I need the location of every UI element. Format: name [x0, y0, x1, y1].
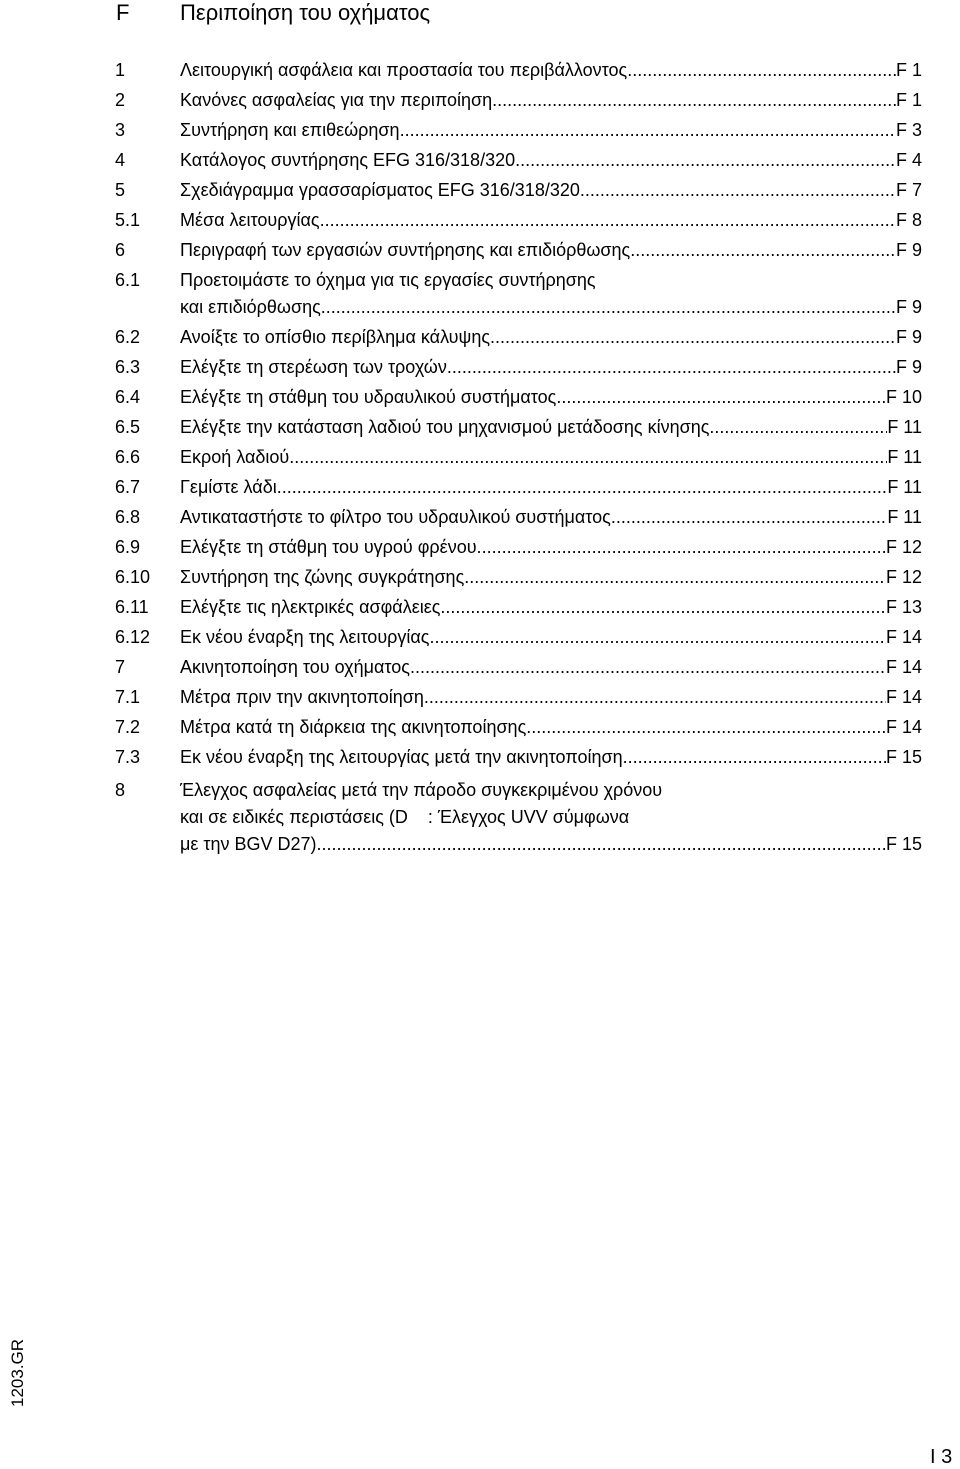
toc-entry-page: F 11 [887, 477, 922, 497]
toc-leader-dots [630, 238, 896, 262]
toc-entry-title: Μέτρα κατά τη διάρκεια της ακινητοποίησης [180, 717, 527, 737]
toc-entry [0, 475, 960, 499]
toc-leader-dots [447, 355, 896, 379]
toc-entry-number: 6.7 [115, 477, 141, 497]
toc-entry-page: F 9 [895, 240, 922, 260]
toc-entry-page: F 14 [885, 717, 922, 737]
toc-entry [0, 685, 960, 709]
toc-entry-number: 6.8 [115, 507, 141, 527]
toc-entry-page: F 13 [885, 597, 922, 617]
toc-entry [0, 625, 960, 649]
toc-entry-title: Ελέγξτε τη στάθμη του υγρού φρένου. [180, 537, 482, 557]
toc-leader-dots [289, 445, 887, 469]
toc-entry-title: Εκ νέου έναρξη της λειτουργίας [180, 627, 430, 647]
toc-entry-number: 7 [115, 657, 126, 677]
toc-entry [0, 385, 960, 409]
toc-entry-title: Σχεδιάγραμμα γρασσαρίσματος EFG 316/318/320 [180, 180, 580, 200]
toc-leader-dots [627, 58, 896, 82]
toc-entry-title: Ελέγξτε την κατάσταση λαδιού του μηχανισμού μετάδοσης κίνησης [180, 417, 710, 437]
toc-entry [0, 295, 960, 319]
toc-entry-title: Γεμίστε λάδι [180, 477, 277, 497]
toc-entry-page: F 9 [895, 357, 922, 377]
toc-entry-page: F 14 [885, 657, 922, 677]
toc-leader-dots [611, 505, 887, 529]
toc-entry-title: Ανοίξτε το οπίσθιο περίβλημα κάλυψης [180, 327, 490, 347]
toc-entry-page: F 14 [885, 687, 922, 707]
toc-entry-number: 1 [115, 60, 126, 80]
toc-entry-page: F 7 [895, 180, 922, 200]
toc-entry [0, 595, 960, 619]
toc-entry [0, 505, 960, 529]
toc-leader-dots [490, 325, 896, 349]
toc-entry-second-line [0, 805, 960, 829]
toc-entry-number: 6.10 [115, 567, 151, 587]
toc-entry-page: F 15 [885, 747, 922, 767]
toc-entry [0, 355, 960, 379]
toc-entry-first-line [0, 268, 960, 292]
toc-entry-title: Ακινητοποίηση του οχήματος [180, 657, 410, 677]
toc-leader-dots [709, 415, 887, 439]
toc-entry-page: F 1 [895, 60, 922, 80]
toc-entry-page: F 4 [895, 150, 922, 170]
toc-entry-page: F 15 [885, 834, 922, 854]
toc-entry-page: F 9 [895, 327, 922, 347]
toc-leader-dots [320, 208, 896, 232]
toc-leader-dots [526, 715, 886, 739]
toc-entry [0, 535, 960, 559]
toc-entry-page: F 1 [895, 90, 922, 110]
toc-entry-title: με την BGV D27) [180, 834, 317, 854]
toc-entry-page: F 12 [885, 567, 922, 587]
toc-entry [0, 832, 960, 856]
toc-leader-dots [410, 655, 886, 679]
toc-entry-first-line [0, 778, 960, 802]
toc-entry-number: 7.3 [115, 747, 141, 767]
toc-entry-number: 4 [115, 150, 126, 170]
toc-entry [0, 715, 960, 739]
toc-entry-number: 6 [115, 240, 126, 260]
toc-leader-dots [492, 88, 896, 112]
toc-leader-dots [556, 385, 886, 409]
toc-leader-dots [317, 832, 886, 856]
toc-entry-title: Ελέγξτε τις ηλεκτρικές ασφάλειες [180, 597, 441, 617]
toc-entry-title-line: Προετοιμάστε το όχημα για τις εργασίες συντήρησης [180, 270, 596, 290]
toc-entry-page: F 3 [895, 120, 922, 140]
toc-leader-dots [482, 535, 886, 559]
toc-entry-number: 7.2 [115, 717, 141, 737]
toc-entry-title: Ελέγξτε τη στάθμη του υδραυλικού συστήματος [180, 387, 557, 407]
toc-leader-dots [623, 745, 886, 769]
toc-entry-number: 8 [115, 780, 126, 800]
chapter-title: Περιποίηση του οχήματος [180, 0, 431, 25]
toc-entry [0, 325, 960, 349]
toc-entry [0, 655, 960, 679]
toc-entry-page: F 14 [885, 627, 922, 647]
toc-entry [0, 148, 960, 172]
toc-entry-number: 6.11 [115, 597, 149, 617]
toc-entry-title: Συντήρηση της ζώνης συγκράτησης [180, 567, 465, 587]
toc-entry-number: 6.4 [115, 387, 141, 407]
toc-entry-title-line: Έλεγχος ασφαλείας μετά την πάροδο συγκεκριμένου χρόνου [180, 780, 663, 800]
toc-entry-page: F 10 [885, 387, 922, 407]
toc-entry-number: 6.6 [115, 447, 141, 467]
toc-entry-title: Ελέγξτε τη στερέωση των τροχών [180, 357, 447, 377]
toc-entry-number: 6.5 [115, 417, 141, 437]
toc-entry-title: Λειτουργική ασφάλεια και προστασία του περιβάλλοντος [180, 60, 628, 80]
toc-entry-number: 2 [115, 90, 126, 110]
toc-entry [0, 445, 960, 469]
toc-entry [0, 745, 960, 769]
toc-entry-title: Συντήρηση και επιθεώρηση [180, 120, 400, 140]
toc-leader-dots [440, 595, 886, 619]
toc-leader-dots [400, 118, 896, 142]
toc-entry-number: 6.12 [115, 627, 151, 647]
toc-leader-dots [277, 475, 888, 499]
toc-entry-number: 5 [115, 180, 126, 200]
chapter-letter: F [116, 0, 130, 25]
toc-entry-title-line: και σε ειδικές περιστάσεις (D : Έλεγχος UVV σύμφωνα [180, 807, 630, 827]
toc-entry [0, 238, 960, 262]
toc-entry-page: F 11 [887, 507, 922, 527]
toc-leader-dots [321, 295, 896, 319]
toc-entry-number: 6.3 [115, 357, 141, 377]
toc-leader-dots [429, 625, 885, 649]
toc-entry-number: 7.1 [115, 687, 141, 707]
toc-entry [0, 415, 960, 439]
toc-entry [0, 58, 960, 82]
toc-entry-page: F 11 [887, 447, 922, 467]
toc-entry [0, 88, 960, 112]
toc-leader-dots [424, 685, 886, 709]
toc-entry-title: και επιδιόρθωσης [180, 297, 321, 317]
toc-entry-page: F 12 [885, 537, 922, 557]
toc-entry-title: Εκ νέου έναρξη της λειτουργίας μετά την ακινητοποίηση [180, 747, 623, 767]
toc-entry-title: Περιγραφή των εργασιών συντήρησης και επιδιόρθωσης [180, 240, 631, 260]
toc-entry-number: 6.9 [115, 537, 141, 557]
toc-leader-dots [464, 565, 886, 589]
toc-entry-page: F 11 [887, 417, 922, 437]
toc-entry-number: 5.1 [115, 210, 141, 230]
document-code: 1203.GR [8, 1338, 27, 1407]
toc-entry-number: 6.1 [115, 270, 141, 290]
toc-entry [0, 178, 960, 202]
toc-entry-title: Αντικαταστήστε το φίλτρο του υδραυλικού συστήματος [180, 507, 611, 527]
toc-entry-number: 6.2 [115, 327, 141, 347]
toc-entry-title: Μέσα λειτουργίας [180, 210, 320, 230]
toc-entry-title: Κανόνες ασφαλείας για την περιποίηση [180, 90, 493, 110]
toc-entry [0, 208, 960, 232]
page-number: I 3 [930, 1446, 953, 1468]
toc-entry-page: F 9 [895, 297, 922, 317]
toc-entry-title: Μέτρα πριν την ακινητοποίηση [180, 687, 424, 707]
toc-entry-page: F 8 [895, 210, 922, 230]
toc-entry [0, 565, 960, 589]
toc-entry [0, 118, 960, 142]
toc-leader-dots [515, 148, 896, 172]
toc-entry-title: Εκροή λαδιού [180, 447, 290, 467]
toc-leader-dots [580, 178, 896, 202]
toc-entry-number: 3 [115, 120, 126, 140]
toc-entry-title: Κατάλογος συντήρησης EFG 316/318/320 [180, 150, 516, 170]
